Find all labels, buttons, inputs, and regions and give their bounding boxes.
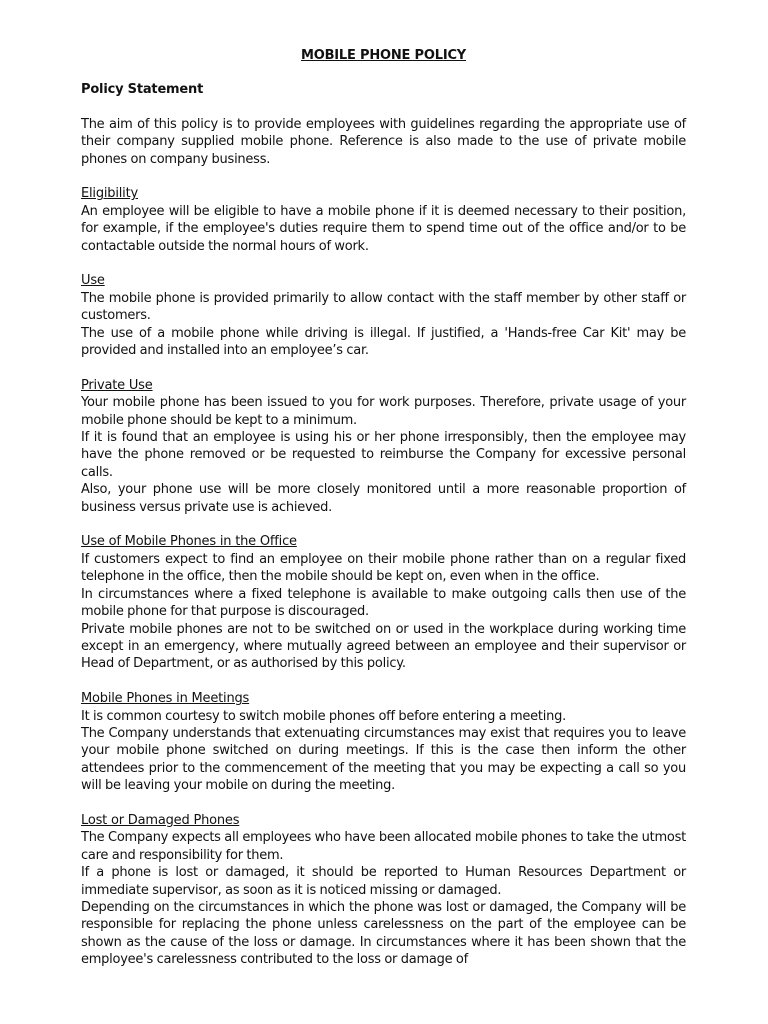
paragraph: The Company understands that extenuating circumstances may exist that requires you to leave your mobile phone switched on during meetings. If this is the case then inform the other attendees prior to the commencement of the meeting that you may be expecting a call so you will be leaving your mobile on during the meeting. [81, 725, 686, 794]
paragraph: Also, your phone use will be more closely monitored until a more reasonable proportion of business versus private use is achieved. [81, 482, 686, 515]
paragraph: If a phone is lost or damaged, it should be reported to Human Resources Department or immediate supervisor, as soon as it is noticed missing or damaged. [81, 865, 686, 898]
paragraph: The use of a mobile phone while driving is illegal. If justified, a 'Hands-free Car Kit' may be provided and installed into an employee’s car. [81, 325, 686, 359]
intro-paragraph: The aim of this policy is to provide employees with guidelines regarding the appropriate use of their company supplied mobile phone. Reference is also made to the use of private mobile phones on company business. [81, 116, 686, 167]
paragraph: If customers expect to find an employee on their mobile phone rather than on a regular fixed telephone in the office, then the mobile should be kept on, even when in the office. [81, 551, 686, 585]
paragraph: An employee will be eligible to have a mobile phone if it is deemed necessary to their position, for example, if the employee's duties require them to spend time out of the office and/or to be contactable outside the normal hours of work. [81, 203, 686, 254]
section-private-use [81, 377, 686, 516]
section-use [81, 272, 686, 359]
paragraph: Private mobile phones are not to be switched on or used in the workplace during working time except in an emergency, where mutually agreed between an employee and their supervisor or Head of Department, or as authorised by this policy. [81, 621, 686, 672]
section-office-use [81, 533, 686, 672]
paragraph: The Company expects all employees who have been allocated mobile phones to take the utmost care and responsibility for them. [81, 830, 686, 863]
section-meetings [81, 690, 686, 794]
paragraph: If it is found that an employee is using his or her phone irresponsibly, then the employee may have the phone removed or be requested to reimburse the Company for excessive personal calls. [81, 430, 686, 480]
paragraph: In circumstances where a fixed telephone is available to make outgoing calls then use of the mobile phone for that purpose is discouraged. [81, 586, 686, 620]
section-heading: Lost or Damaged Phones [81, 812, 240, 828]
section-heading: Use of Mobile Phones in the Office [81, 534, 297, 550]
document-page [81, 47, 686, 986]
section-lost-damaged [81, 812, 686, 969]
section-heading: Use [81, 273, 105, 289]
section-eligibility [81, 185, 686, 255]
policy-statement-heading: Policy Statement [81, 82, 204, 97]
section-heading: Mobile Phones in Meetings [81, 691, 250, 707]
section-heading: Private Use [81, 377, 153, 393]
paragraph: Your mobile phone has been issued to you for work purposes. Therefore, private usage of your mobile phone should be kept to a minimum. [81, 395, 686, 428]
paragraph: It is common courtesy to switch mobile phones off before entering a meeting. [81, 708, 566, 724]
paragraph: Depending on the circumstances in which the phone was lost or damaged, the Company will be responsible for replacing the phone unless carelessness on the part of the employee can be shown as the cause of the loss or damage. In circumstances where it has been shown that the employee's carelessness contributed to the loss or damage of [81, 899, 686, 968]
section-heading: Eligibility [81, 186, 138, 202]
document-title: MOBILE PHONE POLICY [300, 48, 467, 63]
paragraph: The mobile phone is provided primarily to allow contact with the staff member by other staff or customers. [81, 290, 686, 324]
